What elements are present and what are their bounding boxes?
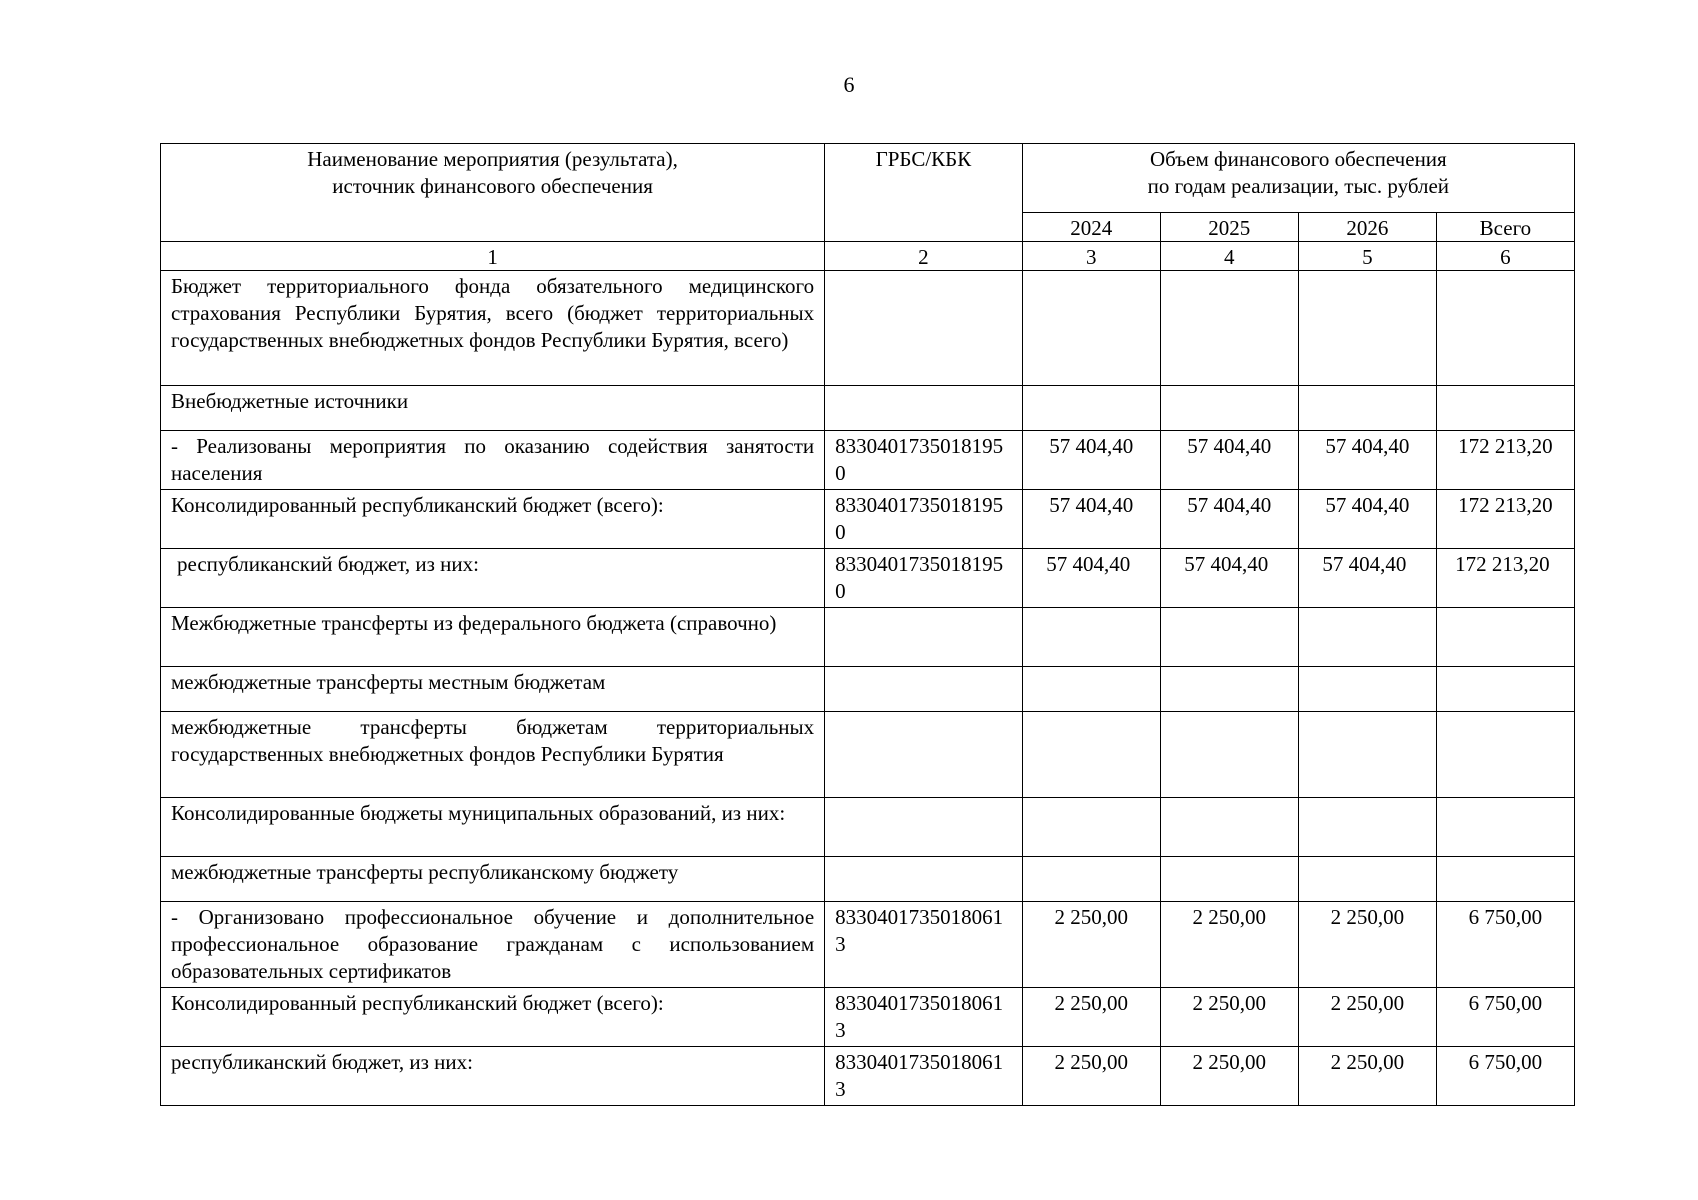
row-value-2025: 57 404,40 [1160, 549, 1298, 608]
row-code: 83304017350180613 [825, 902, 1023, 988]
row-code [825, 608, 1023, 667]
row-name: - Реализованы мероприятия по оказанию содействия занятости населения [161, 431, 825, 490]
row-name: Внебюджетные источники [161, 386, 825, 431]
row-name: Консолидированный республиканский бюджет (всего): [161, 988, 825, 1047]
row-name: - Организовано профессиональное обучение и дополнительное профессиональное образование гражданам с использованием образовательных сертификатов [161, 902, 825, 988]
row-name: Консолидированный республиканский бюджет (всего): [161, 490, 825, 549]
row-value-total: 172 213,20 [1436, 549, 1574, 608]
table-row [161, 1047, 1575, 1106]
column-number: 1 [161, 242, 825, 271]
table-row [161, 271, 1575, 386]
column-number: 3 [1022, 242, 1160, 271]
row-code: 83304017350180613 [825, 1047, 1023, 1106]
row-value-2025 [1160, 386, 1298, 431]
row-value-2026: 57 404,40 [1298, 549, 1436, 608]
row-value-2026: 2 250,00 [1298, 902, 1436, 988]
table-row [161, 608, 1575, 667]
row-value-2024 [1022, 386, 1160, 431]
row-code: 83304017350181950 [825, 490, 1023, 549]
row-code: 83304017350181950 [825, 431, 1023, 490]
row-name: Консолидированные бюджеты муниципальных образований, из них: [161, 798, 825, 857]
row-code: 83304017350180613 [825, 988, 1023, 1047]
row-code [825, 271, 1023, 386]
column-number: 5 [1298, 242, 1436, 271]
row-value-2026 [1298, 271, 1436, 386]
header-financing-volume: Объем финансового обеспечения по годам реализации, тыс. рублей [1022, 144, 1574, 213]
page-number: 6 [843, 72, 855, 97]
row-value-2026: 57 404,40 [1298, 431, 1436, 490]
table-row [161, 857, 1575, 902]
row-name: межбюджетные трансферты местным бюджетам [161, 667, 825, 712]
row-value-2025: 57 404,40 [1160, 490, 1298, 549]
row-value-2025: 2 250,00 [1160, 1047, 1298, 1106]
table-row [161, 902, 1575, 988]
row-value-2024: 57 404,40 [1022, 490, 1160, 549]
row-code [825, 857, 1023, 902]
table-row [161, 667, 1575, 712]
header-year-2026: 2026 [1298, 213, 1436, 242]
row-value-total [1436, 712, 1574, 798]
row-value-2024: 2 250,00 [1022, 988, 1160, 1047]
row-value-2025 [1160, 712, 1298, 798]
column-number: 6 [1436, 242, 1574, 271]
row-code [825, 712, 1023, 798]
row-value-total [1436, 271, 1574, 386]
row-value-2026 [1298, 857, 1436, 902]
row-value-2025 [1160, 667, 1298, 712]
table-row [161, 431, 1575, 490]
row-value-total [1436, 386, 1574, 431]
table-row [161, 988, 1575, 1047]
row-value-2025 [1160, 608, 1298, 667]
row-value-2025 [1160, 798, 1298, 857]
row-name: межбюджетные трансферты бюджетам территориальных государственных внебюджетных фондов Республики Бурятия [161, 712, 825, 798]
row-name: Межбюджетные трансферты из федерального бюджета (справочно) [161, 608, 825, 667]
financing-table [160, 143, 1575, 1106]
row-value-2026 [1298, 712, 1436, 798]
row-value-2024 [1022, 271, 1160, 386]
table-row [161, 490, 1575, 549]
table-row [161, 549, 1575, 608]
row-value-2024 [1022, 857, 1160, 902]
row-code [825, 386, 1023, 431]
row-value-2024: 57 404,40 [1022, 549, 1160, 608]
table-row [161, 386, 1575, 431]
row-name: республиканский бюджет, из них: [161, 1047, 825, 1106]
row-name: межбюджетные трансферты республиканскому бюджету [161, 857, 825, 902]
row-value-2024: 2 250,00 [1022, 1047, 1160, 1106]
row-value-2026: 2 250,00 [1298, 1047, 1436, 1106]
row-value-2024: 57 404,40 [1022, 431, 1160, 490]
header-event-name: Наименование мероприятия (результата), источник финансового обеспечения [161, 144, 825, 242]
row-value-2026 [1298, 798, 1436, 857]
row-code: 83304017350181950 [825, 549, 1023, 608]
table-row [161, 798, 1575, 857]
row-value-2024: 2 250,00 [1022, 902, 1160, 988]
row-value-2025: 2 250,00 [1160, 988, 1298, 1047]
row-value-2025 [1160, 271, 1298, 386]
row-value-total [1436, 798, 1574, 857]
row-value-2024 [1022, 608, 1160, 667]
row-value-total [1436, 857, 1574, 902]
row-name: республиканский бюджет, из них: [161, 549, 825, 608]
row-value-2026 [1298, 386, 1436, 431]
header-total: Всего [1436, 213, 1574, 242]
header-grbs-kbk: ГРБС/КБК [825, 144, 1023, 242]
row-value-2026 [1298, 608, 1436, 667]
row-value-2024 [1022, 712, 1160, 798]
row-value-2025 [1160, 857, 1298, 902]
column-number: 4 [1160, 242, 1298, 271]
row-value-2026: 2 250,00 [1298, 988, 1436, 1047]
row-value-2024 [1022, 667, 1160, 712]
row-value-2025: 57 404,40 [1160, 431, 1298, 490]
row-value-total: 6 750,00 [1436, 1047, 1574, 1106]
header-year-2024: 2024 [1022, 213, 1160, 242]
header-year-2025: 2025 [1160, 213, 1298, 242]
row-code [825, 798, 1023, 857]
row-value-total: 172 213,20 [1436, 490, 1574, 549]
row-code [825, 667, 1023, 712]
row-value-total: 172 213,20 [1436, 431, 1574, 490]
row-value-total: 6 750,00 [1436, 988, 1574, 1047]
column-number: 2 [825, 242, 1023, 271]
table-row [161, 712, 1575, 798]
row-value-2025: 2 250,00 [1160, 902, 1298, 988]
row-value-total [1436, 608, 1574, 667]
row-value-total: 6 750,00 [1436, 902, 1574, 988]
row-value-2024 [1022, 798, 1160, 857]
row-value-2026 [1298, 667, 1436, 712]
row-name: Бюджет территориального фонда обязательного медицинского страхования Республики Бурятия, всего (бюджет территориальных государственных внебюджетных фондов Республики Бурятия, всего) [161, 271, 825, 386]
row-value-2026: 57 404,40 [1298, 490, 1436, 549]
row-value-total [1436, 667, 1574, 712]
